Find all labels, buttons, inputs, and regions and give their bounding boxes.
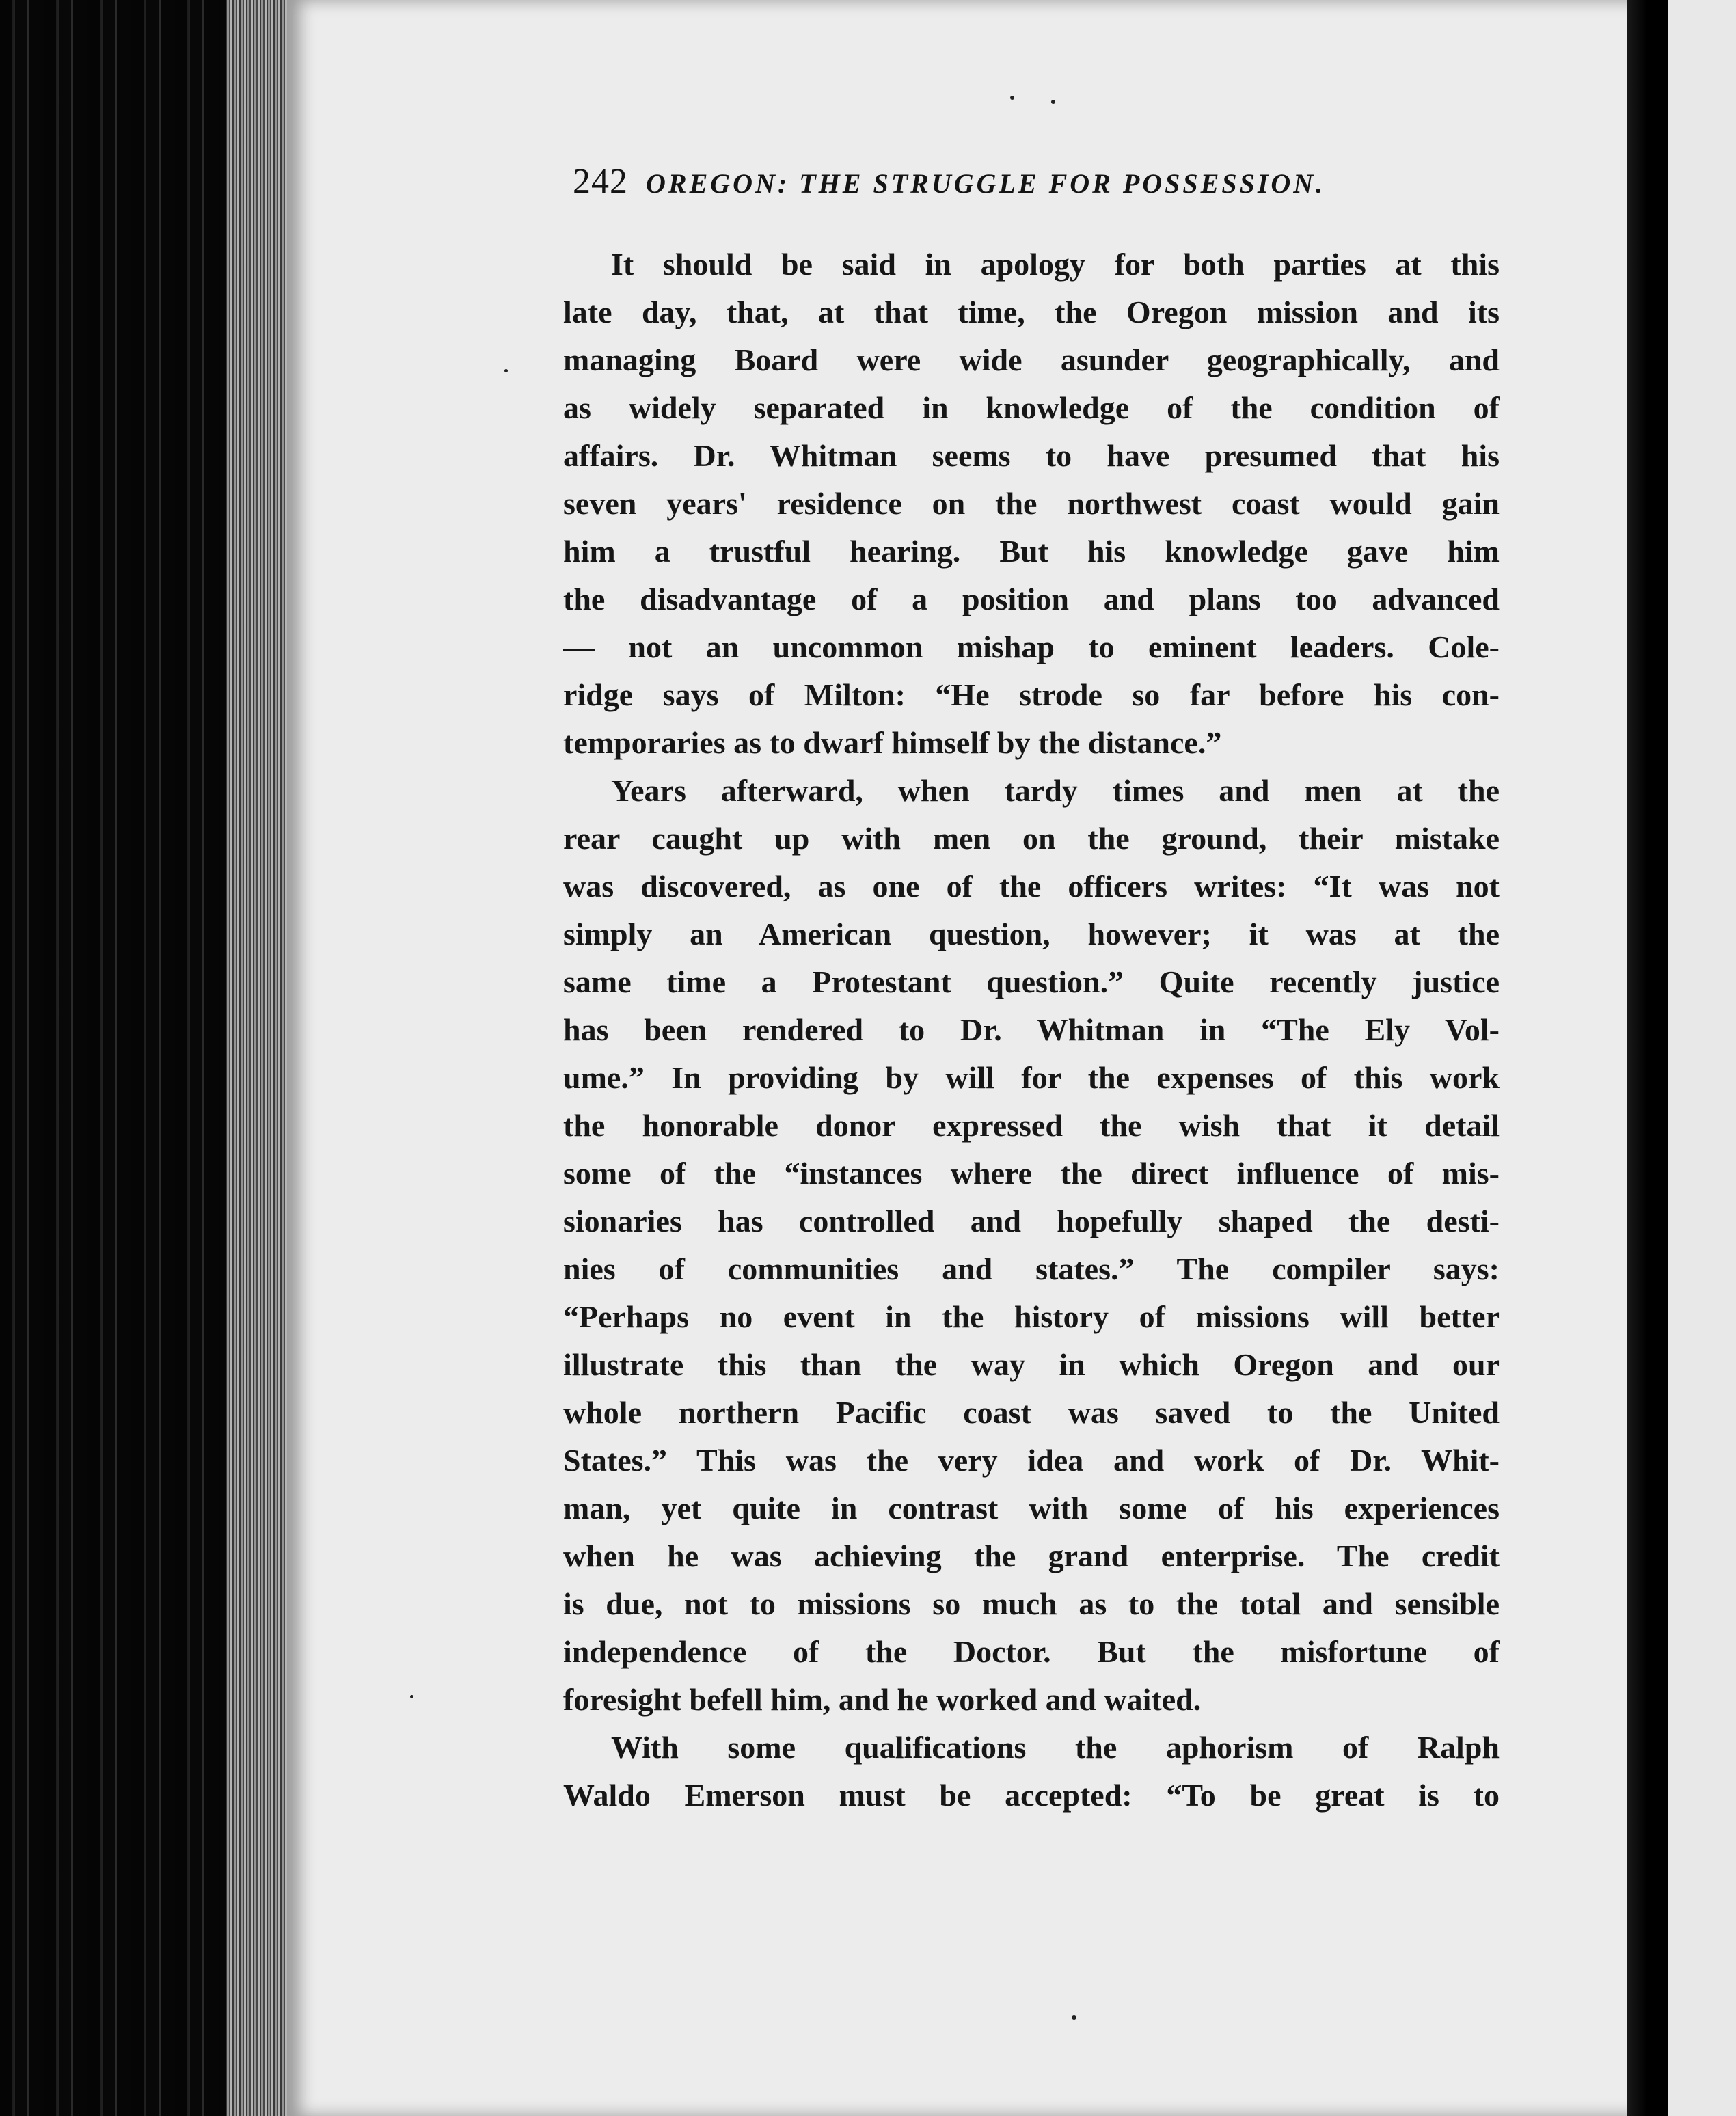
text-line: illustrate this than the way in which Oregon and our bbox=[563, 1347, 1500, 1382]
page-number: 242 bbox=[573, 162, 628, 201]
text-line: Years afterward, when tardy times and men at the bbox=[611, 773, 1500, 808]
page-header bbox=[573, 161, 1509, 216]
text-line: was discovered, as one of the officers writes: “It was not bbox=[563, 869, 1500, 904]
text-line: “Perhaps no event in the history of missions will better bbox=[563, 1299, 1500, 1334]
text-line: ridge says of Milton: “He strode so far before his con- bbox=[563, 677, 1500, 712]
text-line: has been rendered to Dr. Whitman in “The Ely Vol- bbox=[563, 1012, 1500, 1047]
text-line: him a trustful hearing. But his knowledge gave him bbox=[563, 534, 1500, 569]
text-line: rear caught up with men on the ground, their mistake bbox=[563, 821, 1500, 856]
text-line: affairs. Dr. Whitman seems to have presumed that his bbox=[563, 438, 1500, 473]
text-line: late day, that, at that time, the Oregon mission and its bbox=[563, 295, 1500, 329]
text-line: managing Board were wide asunder geographically, and bbox=[563, 342, 1500, 377]
body-text bbox=[563, 241, 1500, 1819]
text-line: With some qualifications the aphorism of Ralph bbox=[611, 1730, 1500, 1765]
text-line: when he was achieving the grand enterprise. The credit bbox=[563, 1538, 1500, 1573]
text-line: some of the “instances where the direct influence of mis- bbox=[563, 1156, 1500, 1191]
text-line: whole northern Pacific coast was saved to the United bbox=[563, 1395, 1500, 1430]
text-line: nies of communities and states.” The compiler says: bbox=[563, 1251, 1500, 1286]
text-line: the honorable donor expressed the wish that it detail bbox=[563, 1108, 1500, 1143]
text-line: independence of the Doctor. But the misfortune of bbox=[563, 1634, 1500, 1669]
text-line: It should be said in apology for both parties at this bbox=[611, 247, 1500, 282]
text-line: same time a Protestant question.” Quite recently justice bbox=[563, 964, 1500, 999]
text-line: foresight befell him, and he worked and waited. bbox=[563, 1682, 1202, 1717]
facing-page-edge bbox=[1627, 0, 1736, 2116]
text-line: is due, not to missions so much as to the total and sensible bbox=[563, 1586, 1500, 1621]
text-line: States.” This was the very idea and work of Dr. Whit- bbox=[563, 1443, 1500, 1478]
book-binding bbox=[0, 0, 246, 2116]
text-line: man, yet quite in contrast with some of his experiences bbox=[563, 1491, 1500, 1525]
page-edges bbox=[226, 0, 294, 2116]
text-line: the disadvantage of a position and plans too advanced bbox=[563, 582, 1500, 616]
text-line: as widely separated in knowledge of the condition of bbox=[563, 390, 1500, 425]
text-line: ume.” In providing by will for the expenses of this work bbox=[563, 1060, 1500, 1095]
text-line: temporaries as to dwarf himself by the distance.” bbox=[563, 725, 1222, 760]
text-line: seven years' residence on the northwest coast would gain bbox=[563, 486, 1500, 521]
running-head: OREGON: THE STRUGGLE FOR POSSESSION. bbox=[646, 168, 1326, 199]
text-line: simply an American question, however; it was at the bbox=[563, 917, 1500, 951]
text-line: Waldo Emerson must be accepted: “To be great is to bbox=[563, 1778, 1500, 1813]
text-line: — not an uncommon mishap to eminent leaders. Cole- bbox=[563, 629, 1500, 664]
text-line: sionaries has controlled and hopefully shaped the desti- bbox=[563, 1204, 1500, 1238]
